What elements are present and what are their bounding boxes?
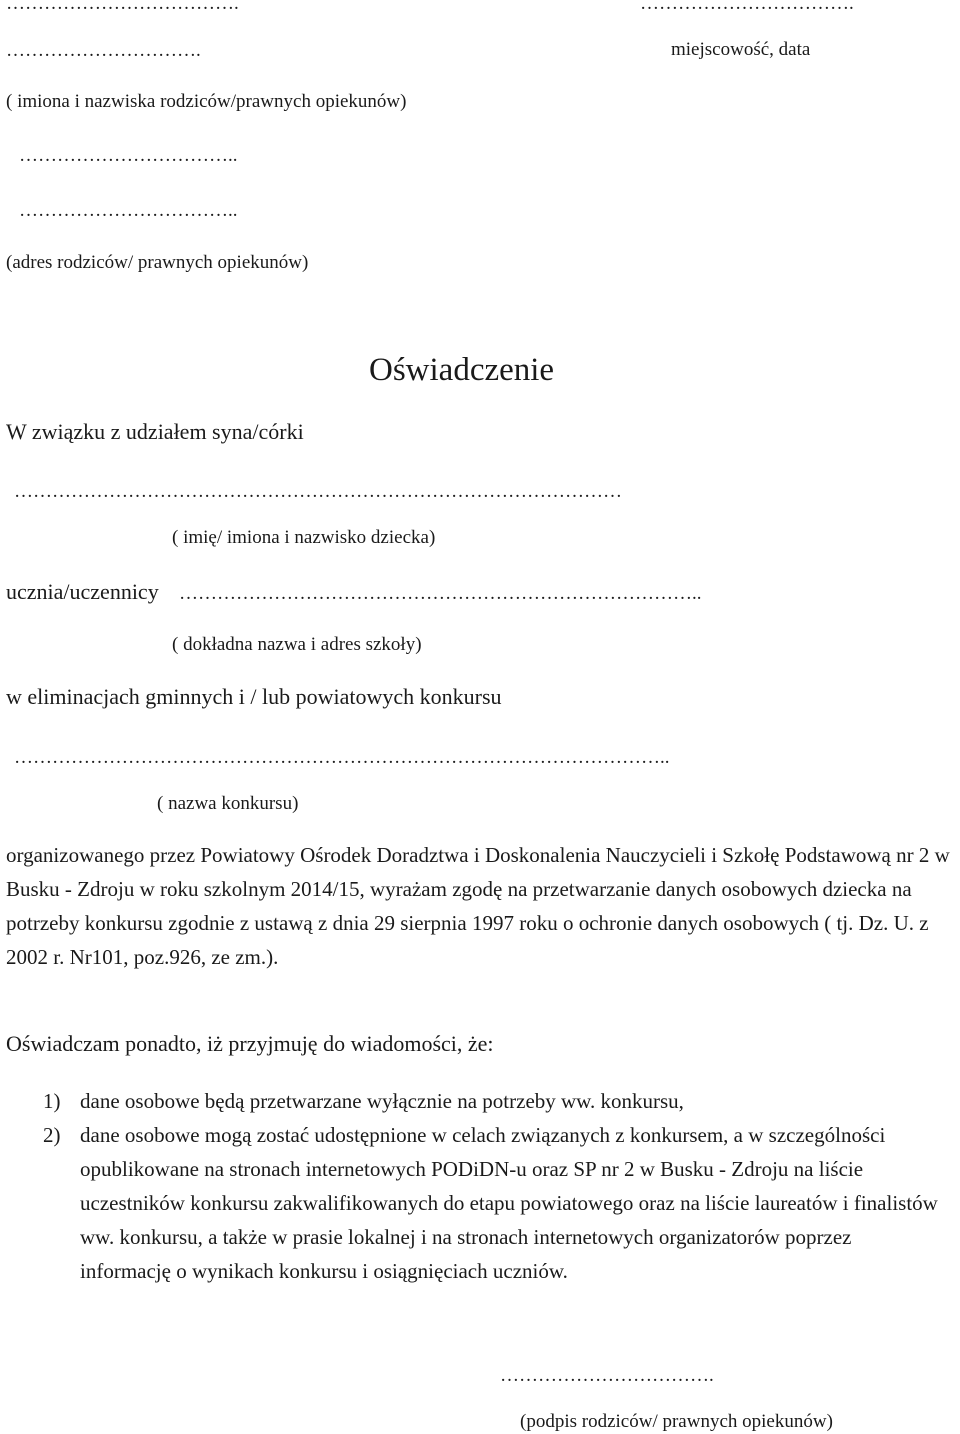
list-item-text: dane osobowe będą przetwarzane wyłącznie na potrzeby ww. konkursu, xyxy=(80,1089,684,1113)
parents-names-dots-top: ………………………………. xyxy=(6,0,239,14)
intro-line: W związku z udziałem syna/córki xyxy=(6,419,304,444)
signature-label: (podpis rodziców/ prawnych opiekunów) xyxy=(520,1411,833,1432)
contest-name-caption: ( nazwa konkursu) xyxy=(157,793,299,814)
parents-names-dots: …………………………. xyxy=(6,40,201,61)
list-item xyxy=(6,1084,941,1118)
place-date-label: miejscowość, data xyxy=(671,39,811,60)
child-name-caption: ( imię/ imiona i nazwisko dziecka) xyxy=(172,527,436,548)
declaration-line: Oświadczam ponadto, iż przyjmuję do wiadomości, że: xyxy=(6,1031,494,1056)
consent-paragraph: organizowanego przez Powiatowy Ośrodek Doradztwa i Doskonalenia Nauczycieli i Szkołę Podstawową nr 2 w Busku - Zdroju w roku szkolnym 2014/15, wyrażam zgodę na przetwarzanie danych osobowych dziecka na potrzeby konkursu zgodnie z ustawą z dnia 29 sierpnia 1997 roku o ochronie danych osobowych ( tj. Dz. U. z 2002 r. Nr101, poz.926, ze zm.). xyxy=(6,843,950,969)
parents-address-label: (adres rodziców/ prawnych opiekunów) xyxy=(6,252,309,273)
list-item-number: 2) xyxy=(43,1123,61,1147)
school-dots: ……………………………………………………………………….. xyxy=(179,583,702,604)
list-item xyxy=(6,1118,941,1288)
acknowledgement-list xyxy=(6,1084,941,1288)
signature-dots: ……………………………. xyxy=(500,1365,714,1386)
student-label: ucznia/uczennicy xyxy=(6,579,159,604)
parents-address-dots-2: …………………………….. xyxy=(19,200,238,221)
list-item-number: 1) xyxy=(43,1089,61,1113)
parents-names-label: ( imiona i nazwiska rodziców/prawnych opiekunów) xyxy=(6,91,407,112)
school-caption: ( dokładna nazwa i adres szkoły) xyxy=(172,634,422,655)
eliminations-line: w eliminacjach gminnych i / lub powiatowych konkursu xyxy=(6,684,502,709)
document-title: Oświadczenie xyxy=(369,352,555,388)
child-name-dots: …………………………………………………………………………………… xyxy=(14,481,622,502)
parents-address-dots-1: …………………………….. xyxy=(19,145,238,166)
list-item-text: dane osobowe mogą zostać udostępnione w celach związanych z konkursem, a w szczególności opublikowane na stronach internetowych PODiDN-u oraz SP nr 2 w Busku - Zdroju na liście uczestników konkursu zakwalifikowanych do etapu powiatowego oraz na liście laureatów i finalistów ww. konkursu, a także w prasie lokalnej i na stronach internetowych organizatorów poprzez informację o wynikach konkursu i osiągnięciach uczniów. xyxy=(80,1123,938,1283)
contest-name-dots: ………………………………………………………………………………………….. xyxy=(14,747,670,768)
place-date-dots: ……………………………. xyxy=(640,0,854,14)
